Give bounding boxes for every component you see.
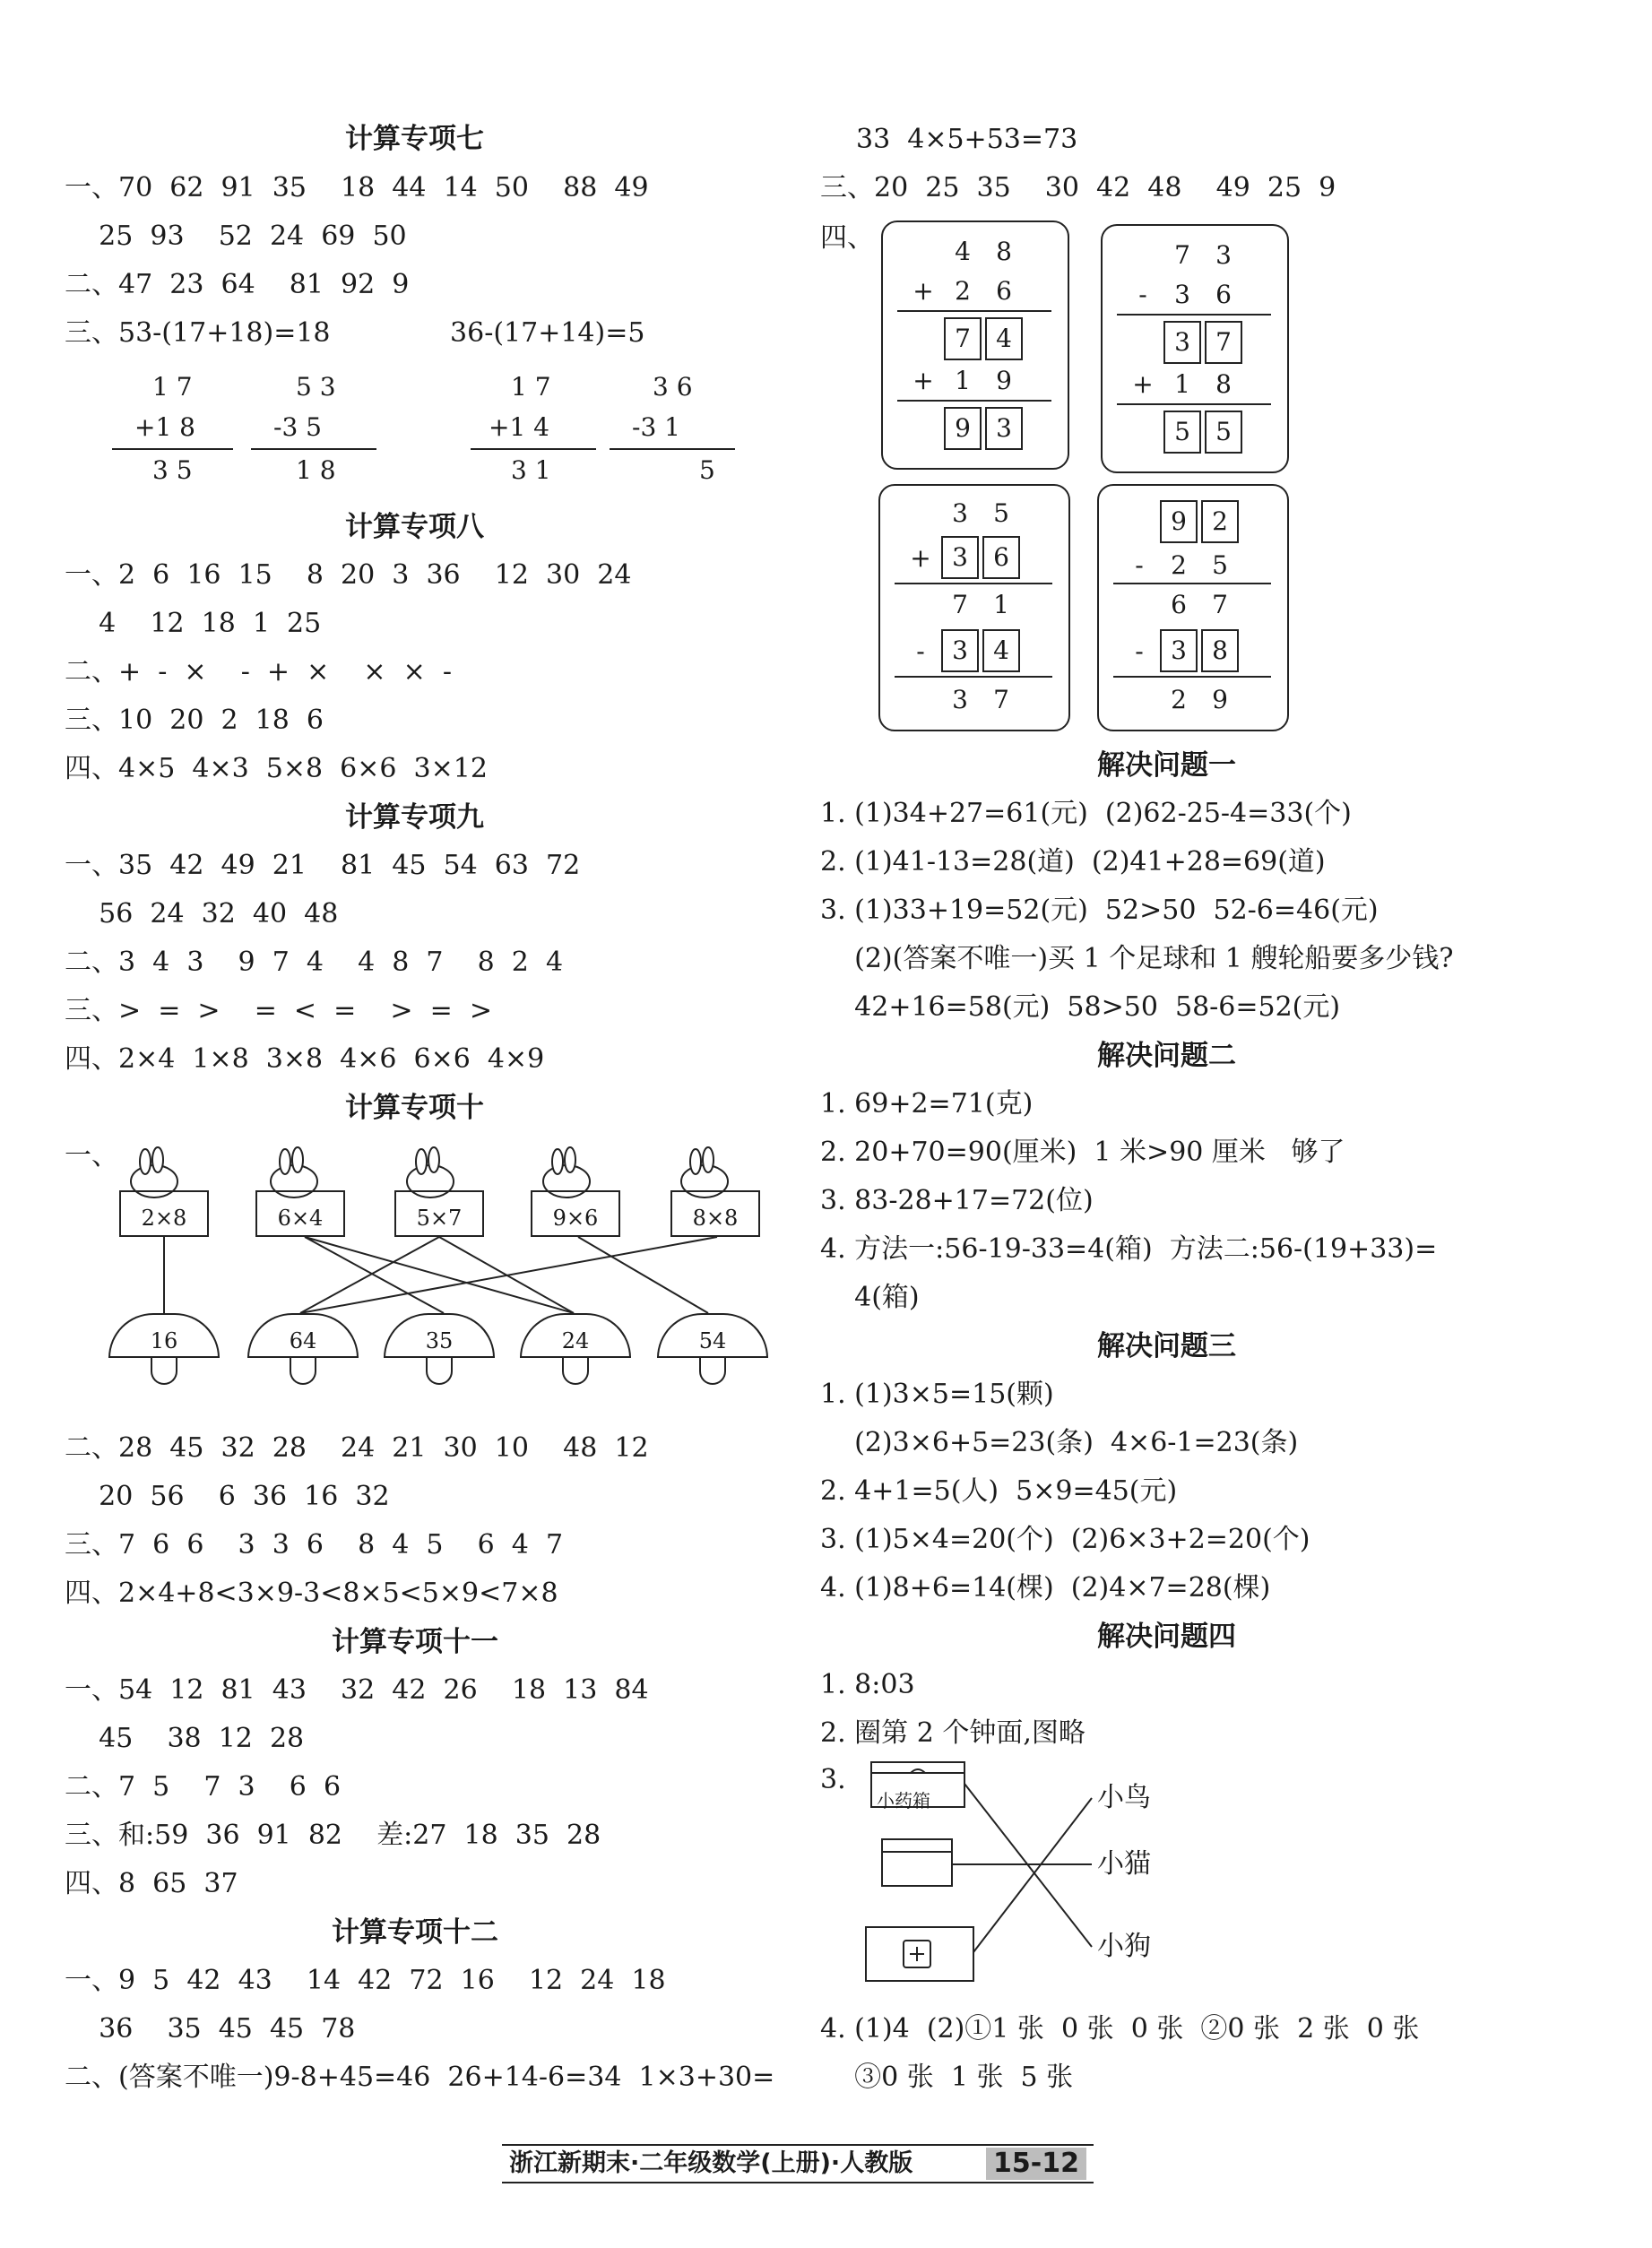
calc-top: 3 6 bbox=[653, 372, 693, 402]
vertical-calc-box bbox=[1097, 484, 1289, 731]
digit: 9 bbox=[996, 366, 1012, 395]
answer-line: 33 4×5+53=73 bbox=[856, 124, 1078, 155]
calc-rule bbox=[897, 310, 1051, 312]
digit: 1 bbox=[993, 590, 1009, 619]
mushroom-stem bbox=[699, 1358, 726, 1385]
calc-result: 3 5 bbox=[152, 455, 193, 485]
mushroom-answer: 64 bbox=[247, 1313, 359, 1358]
answer-cell: 3 bbox=[1163, 321, 1201, 364]
answer-line: 一、2 6 16 15 8 20 3 36 12 30 24 bbox=[65, 559, 632, 591]
answer-cell: 3 bbox=[1160, 629, 1198, 672]
section-title-11: 计算专项十一 bbox=[332, 1626, 498, 1658]
answer-line: 一、54 12 81 43 32 42 26 18 13 84 bbox=[65, 1674, 649, 1706]
mushroom-stem bbox=[151, 1358, 177, 1385]
page-footer bbox=[502, 2144, 1094, 2183]
mushroom-answer: 24 bbox=[520, 1313, 631, 1358]
answer-line: 二、(答案不唯一)9-8+45=46 26+14-6=34 1×3+30= bbox=[65, 2062, 775, 2093]
operator: + bbox=[912, 366, 934, 395]
operator: + bbox=[910, 543, 931, 573]
calc-result: 3 1 bbox=[511, 455, 551, 485]
calc-top: 1 7 bbox=[152, 372, 193, 402]
digit: 6 bbox=[1171, 590, 1187, 619]
answer-line: 3. 83-28+17=72(位) bbox=[820, 1185, 1094, 1216]
footer-title: 浙江新期末·二年级数学(上册)·人教版 bbox=[509, 2149, 913, 2177]
answer-line: 45 38 12 28 bbox=[65, 1723, 305, 1754]
answer-line: 三、和:59 36 91 82 差:27 18 35 28 bbox=[65, 1820, 601, 1851]
mushroom-answer: 16 bbox=[108, 1313, 220, 1358]
answer-cell: 5 bbox=[1163, 411, 1201, 454]
digit: 7 bbox=[952, 590, 968, 619]
answer-line: 4 12 18 1 25 bbox=[65, 608, 322, 639]
calc-top: 5 3 bbox=[296, 372, 336, 402]
section-title-12: 计算专项十二 bbox=[332, 1916, 498, 1949]
answer-line: 4. 方法一:56-19-33=4(箱) 方法二:56-(19+33)= bbox=[820, 1233, 1438, 1265]
answer-line: 42+16=58(元) 58>50 58-6=52(元) bbox=[820, 991, 1341, 1023]
mushroom-stem bbox=[562, 1358, 589, 1385]
operator: + bbox=[912, 276, 934, 306]
answer-cell: 3 bbox=[985, 407, 1023, 450]
answer-cell: 9 bbox=[1160, 500, 1198, 543]
mushroom-answer: 35 bbox=[384, 1313, 495, 1358]
answer-line: 一、70 62 91 35 18 44 14 50 88 49 bbox=[65, 172, 649, 203]
answer-line: 20 56 6 36 16 32 bbox=[65, 1481, 390, 1512]
operator: + bbox=[1132, 369, 1154, 399]
answer-line: 2. (1)41-13=28(道) (2)41+28=69(道) bbox=[820, 846, 1326, 878]
answer-label: 一、 bbox=[65, 1140, 118, 1172]
answer-cell: 8 bbox=[1201, 629, 1239, 672]
section-title-9: 计算专项九 bbox=[345, 801, 484, 834]
answer-line: 一、9 5 42 43 14 42 72 16 12 24 18 bbox=[65, 1965, 666, 1996]
digit: 3 bbox=[952, 498, 968, 528]
answer-line: 1. 8:03 bbox=[820, 1669, 915, 1700]
answer-line: 36 35 45 45 78 bbox=[65, 2013, 356, 2045]
digit: 7 bbox=[1212, 590, 1228, 619]
digit: 3 bbox=[952, 685, 968, 714]
answer-line: 三、> = > = < = > = > bbox=[65, 995, 492, 1026]
answer-line: 二、47 23 64 81 92 9 bbox=[65, 269, 410, 300]
answer-line: 三、20 25 35 30 42 48 49 25 9 bbox=[820, 172, 1336, 203]
section-title-7: 计算专项七 bbox=[345, 123, 484, 155]
calc-rule bbox=[895, 676, 1052, 678]
answer-line: 4. (1)8+6=14(棵) (2)4×7=28(棵) bbox=[820, 1572, 1271, 1604]
mushroom-stem bbox=[290, 1358, 316, 1385]
answer-line: 四、2×4 1×8 3×8 4×6 6×6 4×9 bbox=[65, 1043, 545, 1075]
answer-cell: 3 bbox=[941, 629, 979, 672]
digit: 6 bbox=[996, 276, 1012, 306]
answer-line: (2)3×6+5=23(条) 4×6-1=23(条) bbox=[820, 1427, 1299, 1458]
medicine-box-label: 小药箱 bbox=[877, 1790, 930, 1811]
calc-mid: -3 5 bbox=[273, 412, 322, 442]
answer-label: 3. bbox=[820, 1764, 846, 1795]
problem-title-4: 解决问题四 bbox=[1097, 1621, 1236, 1653]
digit: 1 bbox=[1174, 369, 1190, 399]
answer-line: (2)(答案不唯一)买 1 个足球和 1 艘轮船要多少钱? bbox=[820, 943, 1454, 974]
digit: 7 bbox=[1174, 240, 1190, 270]
calc-rule bbox=[1117, 403, 1271, 405]
multiplication-card: 6×4 bbox=[255, 1190, 345, 1237]
mushroom-answer: 54 bbox=[657, 1313, 768, 1358]
vertical-calc-box bbox=[878, 484, 1070, 731]
answer-line: 三、10 20 2 18 6 bbox=[65, 705, 324, 736]
answer-cell: 7 bbox=[1205, 321, 1242, 364]
answer-line: 4(箱) bbox=[820, 1282, 920, 1313]
multiplication-card: 2×8 bbox=[119, 1190, 209, 1237]
answer-line: 1. (1)3×5=15(颗) bbox=[820, 1379, 1054, 1410]
digit: 5 bbox=[1212, 550, 1228, 580]
answer-line: 三、53-(17+18)=18 36-(17+14)=5 bbox=[65, 317, 645, 349]
answer-line: ③0 张 1 张 5 张 bbox=[820, 2062, 1074, 2093]
calc-rule bbox=[1117, 314, 1271, 316]
answer-cell: 7 bbox=[944, 317, 982, 360]
section-title-8: 计算专项八 bbox=[345, 511, 484, 543]
operator: - bbox=[1138, 280, 1147, 309]
multiplication-card: 9×6 bbox=[531, 1190, 620, 1237]
digit: 9 bbox=[1212, 685, 1228, 714]
answer-cell: 4 bbox=[985, 317, 1023, 360]
section-title-10: 计算专项十 bbox=[345, 1092, 484, 1124]
digit: 2 bbox=[955, 276, 971, 306]
calc-mid: -3 1 bbox=[632, 412, 680, 442]
answer-line: 2. 圈第 2 个钟面,图略 bbox=[820, 1717, 1085, 1749]
digit: 2 bbox=[1171, 550, 1187, 580]
calc-rule bbox=[895, 583, 1052, 584]
digit: 1 bbox=[955, 366, 971, 395]
digit: 6 bbox=[1215, 280, 1232, 309]
answer-line: 四、4×5 4×3 5×8 6×6 3×12 bbox=[65, 753, 488, 784]
answer-line: 四、2×4+8<3×9-3<8×5<5×9<7×8 bbox=[65, 1578, 558, 1609]
digit: 3 bbox=[1215, 240, 1232, 270]
answer-label: 四、 bbox=[820, 222, 874, 254]
calc-mid: +1 8 bbox=[134, 412, 195, 442]
answer-line: 4. (1)4 (2)①1 张 0 张 0 张 ②0 张 2 张 0 张 bbox=[820, 2013, 1420, 2045]
answer-line: 四、8 65 37 bbox=[65, 1868, 238, 1899]
answer-line: 2. 4+1=5(人) 5×9=45(元) bbox=[820, 1475, 1178, 1507]
answer-line: 3. (1)33+19=52(元) 52>50 52-6=46(元) bbox=[820, 895, 1379, 926]
vertical-calc-box bbox=[881, 220, 1069, 470]
calc-result: 1 8 bbox=[296, 455, 336, 485]
calc-top: 1 7 bbox=[511, 372, 551, 402]
calc-result: 5 bbox=[699, 455, 715, 485]
digit: 4 bbox=[955, 237, 971, 266]
mushroom-stem bbox=[426, 1358, 453, 1385]
answer-cell: 9 bbox=[944, 407, 982, 450]
operator: - bbox=[1135, 550, 1144, 580]
animal-label: 小鸟 bbox=[1097, 1782, 1151, 1813]
answer-line: 56 24 32 40 48 bbox=[65, 898, 339, 929]
calc-rule bbox=[897, 400, 1051, 402]
digit: 3 bbox=[1174, 280, 1190, 309]
digit: 5 bbox=[993, 498, 1009, 528]
answer-line: 二、+ - × - + × × × - bbox=[65, 656, 452, 687]
answer-line: 25 93 52 24 69 50 bbox=[65, 220, 407, 252]
digit: 2 bbox=[1171, 685, 1187, 714]
vertical-calc-box bbox=[1101, 224, 1289, 473]
answer-cell: 3 bbox=[941, 536, 979, 579]
answer-cell: 6 bbox=[982, 536, 1020, 579]
answer-line: 3. (1)5×4=20(个) (2)6×3+2=20(个) bbox=[820, 1524, 1310, 1555]
answer-line: 2. 20+70=90(厘米) 1 米>90 厘米 够了 bbox=[820, 1137, 1345, 1168]
page-number: 15-12 bbox=[986, 2148, 1086, 2180]
answer-line: 二、7 5 7 3 6 6 bbox=[65, 1771, 342, 1803]
answer-line: 三、7 6 6 3 3 6 8 4 5 6 4 7 bbox=[65, 1529, 564, 1561]
problem-title-3: 解决问题三 bbox=[1097, 1330, 1236, 1362]
digit: 7 bbox=[993, 685, 1009, 714]
answer-cell: 2 bbox=[1201, 500, 1239, 543]
answer-cell: 4 bbox=[982, 629, 1020, 672]
answer-line: 二、28 45 32 28 24 21 30 10 48 12 bbox=[65, 1432, 649, 1464]
multiplication-card: 5×7 bbox=[394, 1190, 484, 1237]
answer-line: 一、35 42 49 21 81 45 54 63 72 bbox=[65, 850, 581, 881]
digit: 8 bbox=[1215, 369, 1232, 399]
operator: - bbox=[916, 636, 925, 666]
calc-mid: +1 4 bbox=[489, 412, 549, 442]
problem-title-1: 解决问题一 bbox=[1097, 749, 1236, 782]
problem-title-2: 解决问题二 bbox=[1097, 1040, 1236, 1072]
digit: 8 bbox=[996, 237, 1012, 266]
calc-rule bbox=[1113, 583, 1271, 584]
calc-rule bbox=[1113, 676, 1271, 678]
operator: - bbox=[1135, 636, 1144, 666]
answer-line: 1. 69+2=71(克) bbox=[820, 1088, 1034, 1120]
answer-line: 二、3 4 3 9 7 4 4 8 7 8 2 4 bbox=[65, 947, 564, 978]
answer-cell: 5 bbox=[1205, 411, 1242, 454]
animal-label: 小狗 bbox=[1097, 1931, 1151, 1962]
answer-line: 1. (1)34+27=61(元) (2)62-25-4=33(个) bbox=[820, 798, 1352, 829]
multiplication-card: 8×8 bbox=[670, 1190, 760, 1237]
animal-label: 小猫 bbox=[1097, 1848, 1151, 1880]
